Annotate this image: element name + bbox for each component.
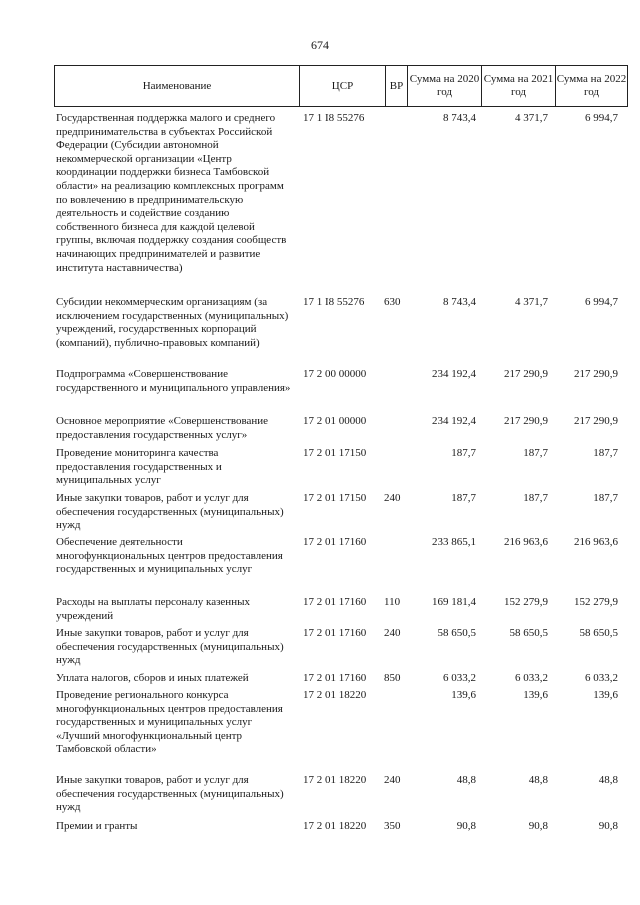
row-sum-2022: 6 994,7	[585, 112, 618, 124]
row-vr: 630	[384, 296, 401, 308]
header-sum-2022: Сумма на 2022 год	[556, 73, 627, 98]
row-sum-2022: 90,8	[598, 820, 618, 832]
row-name: Иные закупки товаров, работ и услуг для обеспечения государственных (муниципальных) нужд	[56, 492, 284, 532]
header-sum-2021: Сумма на 2021 год	[482, 66, 556, 106]
row-name: Проведение регионального конкурса многофункциональных центров предоставления государственных и муниципальных услуг «Лучший многофункциональный центр Тамбовской области»	[56, 689, 283, 756]
row-sum-2022: 139,6	[593, 689, 618, 701]
row-sum-2021: 152 279,9	[504, 596, 548, 608]
row-sum-2020: 48,8	[456, 774, 476, 786]
row-vr: 240	[384, 774, 401, 786]
row-csr: 17 2 00 00000	[303, 368, 367, 380]
row-sum-2021: 90,8	[528, 820, 548, 832]
row-sum-2022: 217 290,9	[574, 415, 618, 427]
row-sum-2020: 90,8	[456, 820, 476, 832]
row-name: Обеспечение деятельности многофункциональных центров предоставления государственных и муниципальных услуг	[56, 536, 283, 576]
row-name: Субсидии некоммерческим организациям (за исключением государственных (муниципальных) учреждений, государственных корпораций (компаний), публично-правовых компаний)	[56, 296, 289, 349]
row-csr: 17 2 01 18220	[303, 820, 367, 832]
row-sum-2020: 139,6	[451, 689, 476, 701]
row-vr: 240	[384, 492, 401, 504]
row-csr: 17 2 01 00000	[303, 415, 367, 427]
row-csr: 17 2 01 18220	[303, 689, 367, 701]
row-sum-2022: 48,8	[598, 774, 618, 786]
row-sum-2020: 234 192,4	[432, 368, 476, 380]
row-sum-2020: 169 181,4	[432, 596, 476, 608]
row-sum-2022: 187,7	[593, 447, 618, 459]
row-sum-2020: 6 033,2	[443, 672, 476, 684]
row-sum-2022: 58 650,5	[579, 627, 618, 639]
row-sum-2021: 217 290,9	[504, 415, 548, 427]
row-name: Премии и гранты	[56, 820, 138, 832]
row-sum-2021: 48,8	[528, 774, 548, 786]
row-csr: 17 1 I8 55276	[303, 296, 365, 308]
header-csr: ЦСР	[300, 66, 386, 106]
row-sum-2022: 217 290,9	[574, 368, 618, 380]
row-name: Уплата налогов, сборов и иных платежей	[56, 672, 249, 684]
row-vr: 240	[384, 627, 401, 639]
row-name: Подпрограмма «Совершенствование государственного и муниципального управления»	[56, 368, 291, 394]
row-name: Основное мероприятие «Совершенствование предоставления государственных услуг»	[56, 415, 269, 441]
row-sum-2022: 187,7	[593, 492, 618, 504]
row-sum-2022: 6 033,2	[585, 672, 618, 684]
row-sum-2020: 187,7	[451, 447, 476, 459]
row-csr: 17 2 01 17160	[303, 596, 367, 608]
row-sum-2020: 8 743,4	[443, 296, 476, 308]
header-name: Наименование	[55, 66, 300, 106]
row-name: Иные закупки товаров, работ и услуг для обеспечения государственных (муниципальных) нужд	[56, 774, 284, 814]
row-csr: 17 2 01 17160	[303, 672, 367, 684]
row-vr: 110	[384, 596, 401, 608]
row-vr: 350	[384, 820, 401, 832]
row-sum-2021: 187,7	[523, 447, 548, 459]
row-sum-2020: 187,7	[451, 492, 476, 504]
row-sum-2022: 152 279,9	[574, 596, 618, 608]
page-number: 674	[311, 38, 329, 52]
row-sum-2021: 216 963,6	[504, 536, 548, 548]
row-sum-2021: 6 033,2	[515, 672, 548, 684]
row-csr: 17 1 I8 55276	[303, 112, 365, 124]
row-sum-2021: 4 371,7	[515, 112, 548, 124]
row-sum-2022: 6 994,7	[585, 296, 618, 308]
row-sum-2020: 233 865,1	[432, 536, 476, 548]
header-vr: ВР	[386, 66, 408, 106]
row-sum-2021: 187,7	[523, 492, 548, 504]
row-sum-2021: 4 371,7	[515, 296, 548, 308]
row-sum-2020: 234 192,4	[432, 415, 476, 427]
row-sum-2020: 8 743,4	[443, 112, 476, 124]
row-sum-2021: 58 650,5	[509, 627, 548, 639]
row-sum-2021: 139,6	[523, 689, 548, 701]
row-sum-2022: 216 963,6	[574, 536, 618, 548]
row-sum-2020: 58 650,5	[437, 627, 476, 639]
row-csr: 17 2 01 17150	[303, 447, 367, 459]
header-sum-2020: Сумма на 2020 год	[408, 66, 482, 106]
row-csr: 17 2 01 18220	[303, 774, 367, 786]
row-csr: 17 2 01 17160	[303, 627, 367, 639]
row-name: Расходы на выплаты персоналу казенных учреждений	[56, 596, 250, 622]
row-name: Проведение мониторинга качества предоставления государственных и муниципальных услуг	[56, 447, 222, 487]
row-sum-2021: 217 290,9	[504, 368, 548, 380]
row-name: Государственная поддержка малого и среднего предпринимательства в субъектах Российской Федерации (Субсидии автономной некоммерческой организации «Центр координации поддержки бизнеса Тамбовской области» на реализацию комплексных программ по вовлечению в предпринимательскую деятельность и содействие созданию собственного бизнеса для каждой целевой группы, включая поддержку создания сообществ начинающих предпринимателей и развитие института наставничества)	[56, 112, 287, 274]
row-csr: 17 2 01 17150	[303, 492, 367, 504]
table-header	[54, 65, 628, 107]
row-csr: 17 2 01 17160	[303, 536, 367, 548]
row-vr: 850	[384, 672, 401, 684]
row-name: Иные закупки товаров, работ и услуг для обеспечения государственных (муниципальных) нужд	[56, 627, 284, 667]
